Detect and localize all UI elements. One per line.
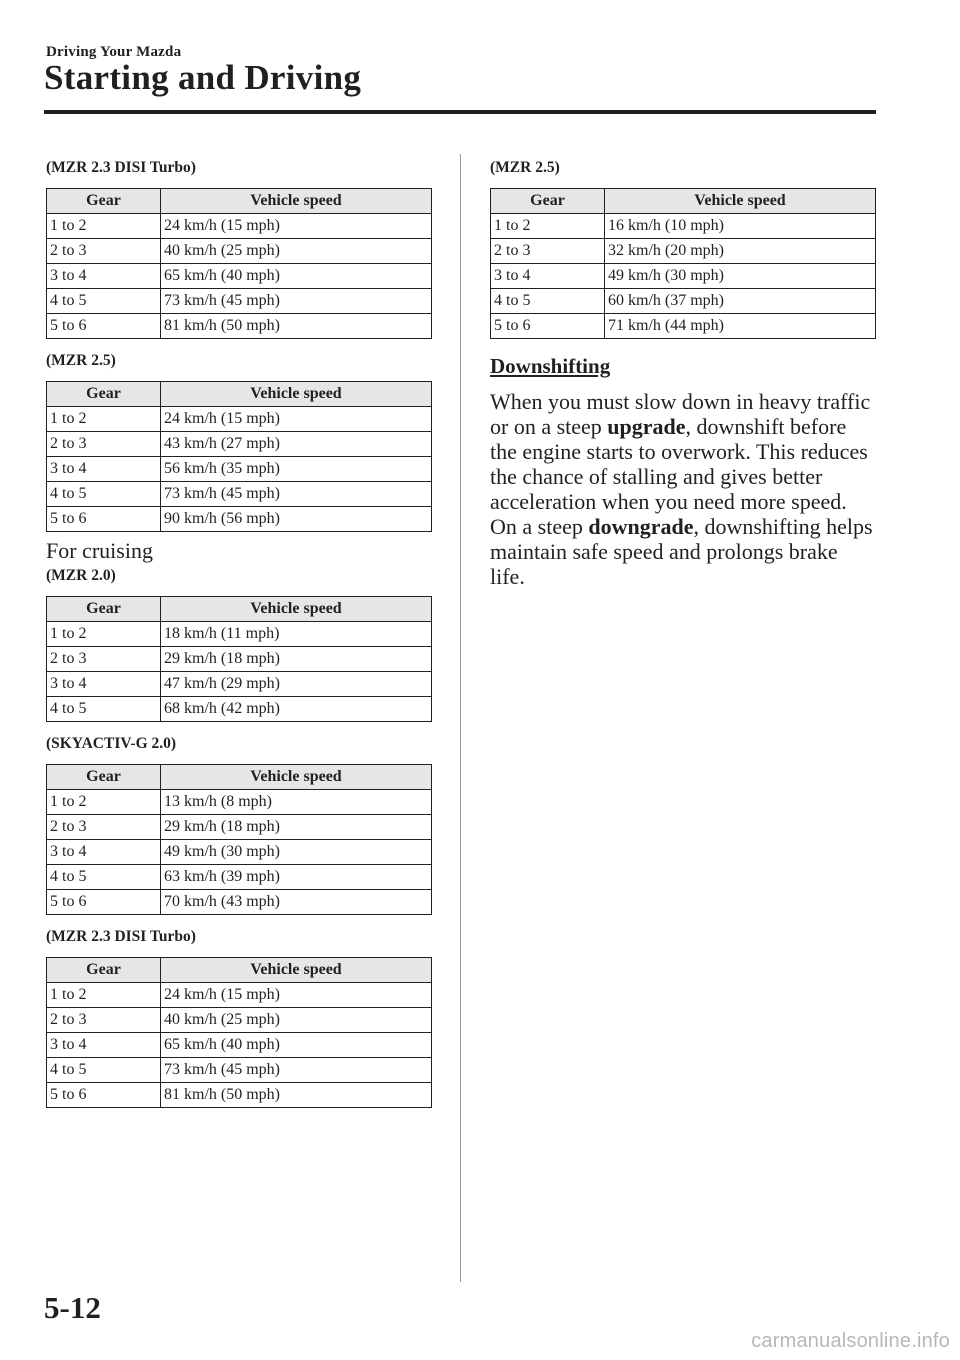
table-row <box>47 983 432 1008</box>
table-row <box>47 647 432 672</box>
right-column <box>490 158 876 589</box>
gear-cell: 2 to 3 <box>47 239 161 264</box>
speed-cell: 65 km/h (40 mph) <box>161 1033 432 1058</box>
gear-header: Gear <box>47 382 161 407</box>
gear-cell: 1 to 2 <box>47 790 161 815</box>
gear-cell: 4 to 5 <box>47 482 161 507</box>
speed-cell: 73 km/h (45 mph) <box>161 482 432 507</box>
gear-cell: 3 to 4 <box>47 672 161 697</box>
gear-cell: 5 to 6 <box>47 507 161 532</box>
table-row <box>47 314 432 339</box>
bold-term: upgrade <box>607 414 686 439</box>
gear-cell: 1 to 2 <box>47 214 161 239</box>
column-divider <box>460 154 461 1282</box>
section-label: Driving Your Mazda <box>46 44 182 60</box>
text-run: , downshifting helps maintain safe speed and prolongs brake life. <box>490 514 873 589</box>
speed-cell: 81 km/h (50 mph) <box>161 1083 432 1108</box>
gear-cell: 5 to 6 <box>47 890 161 915</box>
cruising-speed-table <box>46 957 432 1108</box>
table-row <box>47 1033 432 1058</box>
gear-cell: 4 to 5 <box>491 289 605 314</box>
gear-cell: 1 to 2 <box>47 622 161 647</box>
table-row <box>47 790 432 815</box>
gear-header: Gear <box>47 597 161 622</box>
gear-cell: 3 to 4 <box>47 264 161 289</box>
speed-cell: 63 km/h (39 mph) <box>161 865 432 890</box>
speed-cell: 43 km/h (27 mph) <box>161 432 432 457</box>
table-row <box>47 239 432 264</box>
table-header-row <box>491 189 876 214</box>
speed-cell: 56 km/h (35 mph) <box>161 457 432 482</box>
shift-speed-table <box>46 381 432 532</box>
gear-cell: 3 to 4 <box>47 457 161 482</box>
shift-speed-table <box>490 188 876 339</box>
gear-cell: 1 to 2 <box>491 214 605 239</box>
speed-header: Vehicle speed <box>161 597 432 622</box>
table-row <box>491 289 876 314</box>
gear-cell: 3 to 4 <box>491 264 605 289</box>
table-row <box>47 865 432 890</box>
speed-cell: 73 km/h (45 mph) <box>161 1058 432 1083</box>
speed-cell: 65 km/h (40 mph) <box>161 264 432 289</box>
speed-header: Vehicle speed <box>161 765 432 790</box>
table-row <box>47 264 432 289</box>
speed-header: Vehicle speed <box>161 958 432 983</box>
speed-cell: 68 km/h (42 mph) <box>161 697 432 722</box>
page-title: Starting and Driving <box>44 58 362 97</box>
gear-cell: 2 to 3 <box>47 647 161 672</box>
speed-cell: 70 km/h (43 mph) <box>161 890 432 915</box>
speed-cell: 90 km/h (56 mph) <box>161 507 432 532</box>
table-row <box>47 432 432 457</box>
speed-cell: 40 km/h (25 mph) <box>161 239 432 264</box>
gear-cell: 1 to 2 <box>47 983 161 1008</box>
gear-header: Gear <box>47 958 161 983</box>
gear-cell: 5 to 6 <box>47 1083 161 1108</box>
table-caption: (SKYACTIV-G 2.0) <box>46 735 177 752</box>
table-row <box>47 289 432 314</box>
page-number: 5-12 <box>44 1290 101 1325</box>
table-row <box>491 214 876 239</box>
gear-cell: 1 to 2 <box>47 407 161 432</box>
gear-cell: 5 to 6 <box>491 314 605 339</box>
speed-cell: 81 km/h (50 mph) <box>161 314 432 339</box>
table-row <box>47 482 432 507</box>
table-header-row <box>47 958 432 983</box>
table-row <box>47 622 432 647</box>
table-header-row <box>47 382 432 407</box>
cruising-heading: For cruising <box>46 538 153 563</box>
gear-cell: 4 to 5 <box>47 865 161 890</box>
table-row <box>47 1083 432 1108</box>
speed-cell: 16 km/h (10 mph) <box>605 214 876 239</box>
table-caption: (MZR 2.5) <box>490 159 560 176</box>
table-header-row <box>47 189 432 214</box>
speed-cell: 29 km/h (18 mph) <box>161 647 432 672</box>
table-caption: (MZR 2.3 DISI Turbo) <box>46 159 196 176</box>
downshifting-paragraph <box>490 514 876 589</box>
table-caption: (MZR 2.3 DISI Turbo) <box>46 928 196 945</box>
header-rule <box>44 110 876 114</box>
table-row <box>47 457 432 482</box>
gear-header: Gear <box>47 765 161 790</box>
speed-cell: 49 km/h (30 mph) <box>605 264 876 289</box>
gear-cell: 2 to 3 <box>47 432 161 457</box>
gear-cell: 2 to 3 <box>47 1008 161 1033</box>
gear-cell: 3 to 4 <box>47 1033 161 1058</box>
cruising-speed-table <box>46 596 432 722</box>
speed-cell: 49 km/h (30 mph) <box>161 840 432 865</box>
speed-cell: 13 km/h (8 mph) <box>161 790 432 815</box>
speed-header: Vehicle speed <box>161 189 432 214</box>
speed-cell: 24 km/h (15 mph) <box>161 407 432 432</box>
bold-term: downgrade <box>588 514 694 539</box>
watermark: carmanualsonline.info <box>751 1330 950 1352</box>
text-run: , downshift before the engine starts to overwork. This reduces the chance of stalling and gives better acceleration when you need more speed. <box>490 414 868 514</box>
gear-header: Gear <box>491 189 605 214</box>
gear-cell: 2 to 3 <box>491 239 605 264</box>
gear-cell: 4 to 5 <box>47 289 161 314</box>
table-row <box>47 697 432 722</box>
table-header-row <box>47 597 432 622</box>
shift-speed-table <box>46 188 432 339</box>
table-row <box>47 890 432 915</box>
speed-cell: 40 km/h (25 mph) <box>161 1008 432 1033</box>
speed-cell: 32 km/h (20 mph) <box>605 239 876 264</box>
table-row <box>47 672 432 697</box>
table-header-row <box>47 765 432 790</box>
text-run: On a steep <box>490 514 589 539</box>
gear-cell: 4 to 5 <box>47 1058 161 1083</box>
left-column <box>46 158 432 1108</box>
text-run: When you must slow down in heavy traffic or on a steep <box>490 389 871 439</box>
table-row <box>47 840 432 865</box>
speed-cell: 47 km/h (29 mph) <box>161 672 432 697</box>
speed-cell: 73 km/h (45 mph) <box>161 289 432 314</box>
table-row <box>47 507 432 532</box>
table-row <box>47 1008 432 1033</box>
speed-cell: 71 km/h (44 mph) <box>605 314 876 339</box>
table-row <box>47 214 432 239</box>
table-row <box>491 239 876 264</box>
table-row <box>47 1058 432 1083</box>
gear-header: Gear <box>47 189 161 214</box>
cruising-speed-table <box>46 764 432 915</box>
table-caption: (MZR 2.0) <box>46 567 116 584</box>
downshifting-paragraph <box>490 389 876 514</box>
table-row <box>47 407 432 432</box>
speed-cell: 60 km/h (37 mph) <box>605 289 876 314</box>
gear-cell: 5 to 6 <box>47 314 161 339</box>
speed-header: Vehicle speed <box>161 382 432 407</box>
downshifting-heading: Downshifting <box>490 354 611 378</box>
table-row <box>47 815 432 840</box>
speed-cell: 24 km/h (15 mph) <box>161 214 432 239</box>
speed-cell: 29 km/h (18 mph) <box>161 815 432 840</box>
table-row <box>491 314 876 339</box>
speed-cell: 24 km/h (15 mph) <box>161 983 432 1008</box>
gear-cell: 2 to 3 <box>47 815 161 840</box>
table-caption: (MZR 2.5) <box>46 352 116 369</box>
table-row <box>491 264 876 289</box>
speed-cell: 18 km/h (11 mph) <box>161 622 432 647</box>
gear-cell: 3 to 4 <box>47 840 161 865</box>
speed-header: Vehicle speed <box>605 189 876 214</box>
gear-cell: 4 to 5 <box>47 697 161 722</box>
